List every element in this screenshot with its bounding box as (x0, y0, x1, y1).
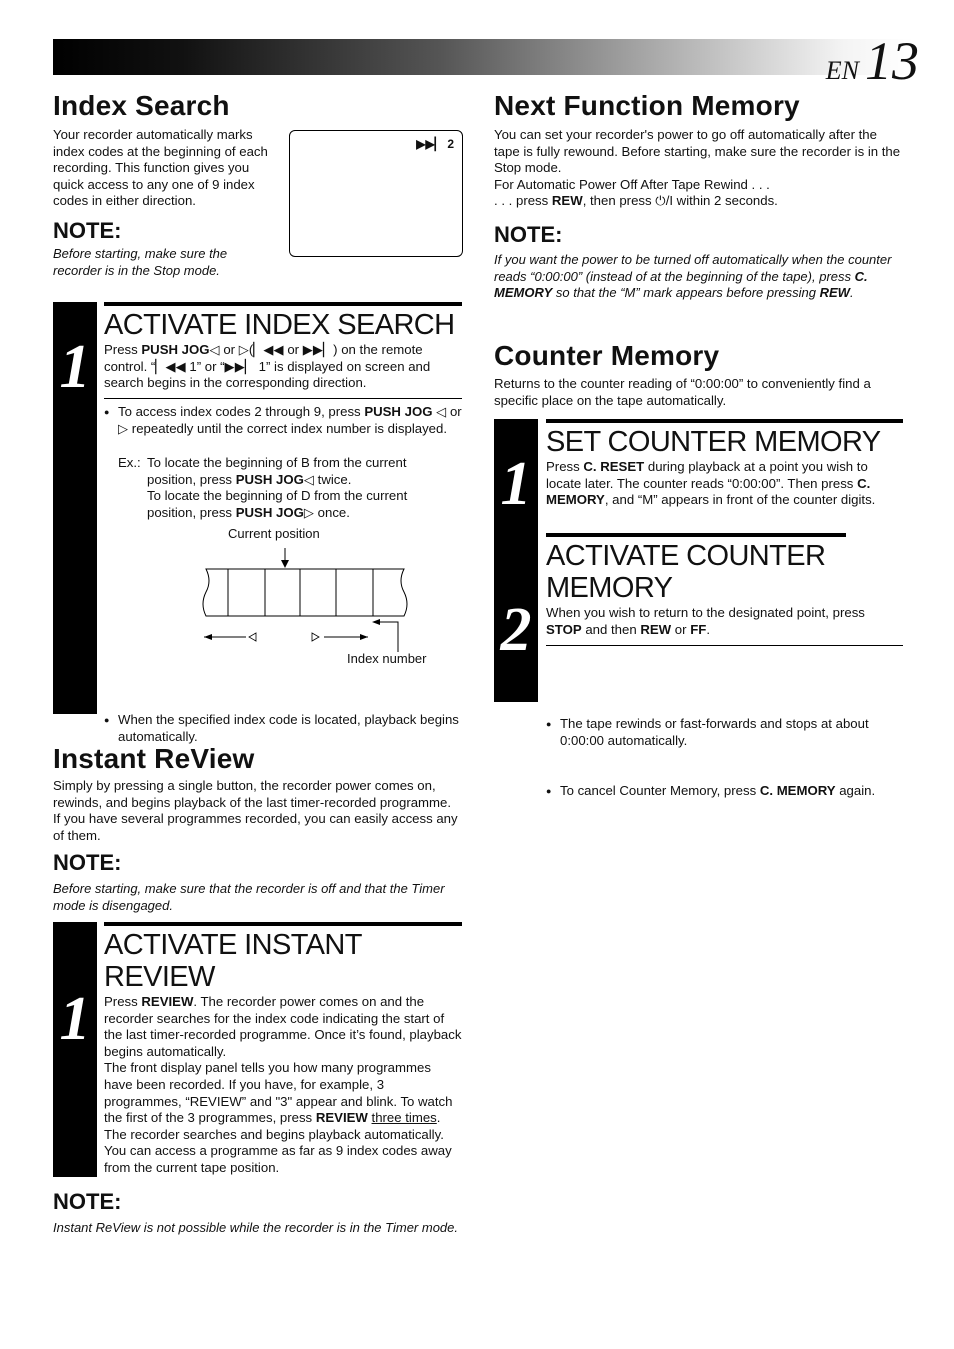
diagram-current-position-label: Current position (228, 526, 320, 541)
header-gradient-bar (53, 39, 913, 75)
next-function-note-label: NOTE: (494, 222, 563, 247)
page-number (826, 30, 919, 92)
instant-review-paragraph-2: The front display panel tells you how many programmes have been recorded. If you have, for example, 3 programmes, “REVIEW” and "3" appear and blink. To watch the first of the 3 programmes, press REVIEW three times. The recorder searches and begins playback automatically. You can access a programme as far as 9 index codes away from the current tape position. (104, 1060, 453, 1175)
example-label: Ex.: (118, 455, 141, 470)
index-display-readout: ▶▶▏ 2 (416, 137, 454, 151)
page-number-value: 13 (865, 31, 919, 91)
instant-review-step-title: ACTIVATE INSTANT REVIEW (104, 922, 462, 993)
instant-review-step-bar (53, 922, 97, 1177)
index-search-bullet-1: ● To access index codes 2 through 9, press PUSH JOG ◁ or ▷ repeatedly until the correct index number is displayed. (104, 404, 464, 437)
index-search-intro: Your recorder automatically marks index codes at the beginning of each recording. This function gives you quick access to any one of 9 index codes in either direction. (53, 127, 268, 209)
index-search-bullet-2: ● When the specified index code is located, playback begins automatically. (104, 712, 464, 745)
instant-review-note2-text: Instant ReView is not possible while the recorder is in the Timer mode. (53, 1220, 458, 1235)
set-counter-memory-title: SET COUNTER MEMORY (546, 419, 903, 458)
divider (546, 645, 903, 646)
example-2: To locate the beginning of D from the current position, press PUSH JOG▷ once. (147, 488, 408, 520)
next-function-memory-title: Next Function Memory (494, 90, 800, 121)
counter-memory-step1-number: 1 (500, 450, 532, 518)
index-search-note-label: NOTE: (53, 218, 122, 243)
diagram-index-number-label: Index number (347, 651, 427, 666)
divider (104, 398, 462, 399)
instant-review-note-label: NOTE: (53, 850, 122, 875)
next-function-note-text: If you want the power to be turned off automatically when the counter reads “0:00:00” (instead of at the beginning of the tape), press C. MEMORY so that the “M” mark appears before pressing REW. (494, 252, 892, 300)
example-1: To locate the beginning of B from the current position, press PUSH JOG◁ twice. (147, 455, 407, 487)
instant-review-step-text (104, 994, 462, 1177)
activate-counter-memory-text: When you wish to return to the designated point, press STOP and then REW or FF. (546, 605, 865, 637)
counter-memory-bullet-2: ● To cancel Counter Memory, press C. MEMORY again. (546, 783, 920, 800)
instant-review-paragraph-1: Press REVIEW. The recorder power comes on and the recorder searches for the index code indicating the start of the last timer-recorded programme. Once it’s found, playback begins automatically. (104, 994, 462, 1059)
index-search-step-text: Press PUSH JOG◁ or ▷(▏◀◀ or ▶▶▏) on the remote control. “▏◀◀ 1” or “▶▶▏ 1” is displayed on screen and search begins in the corresponding direction. (104, 342, 431, 391)
activate-counter-memory-title: ACTIVATE COUNTER MEMORY (546, 533, 846, 604)
counter-memory-step2-number: 2 (500, 596, 532, 664)
counter-memory-title: Counter Memory (494, 340, 720, 371)
index-search-step-number: 1 (59, 333, 91, 401)
instant-review-intro: Simply by pressing a single button, the recorder power comes on, rewinds, and begins playback of the last timer-recorded programme. If you have several programmes recorded, you can easily access any of them. (53, 778, 458, 843)
index-search-note-text: Before starting, make sure the recorder is in the Stop mode. (53, 246, 228, 278)
next-function-memory-text: You can set your recorder's power to go off automatically after the tape is fully rewound. Before starting, make sure the recorder is in the Stop mode. For Automatic Power Off After Tape Rewind . . . . . . press REW, then press ⏻/I within 2 seconds. (494, 127, 901, 209)
counter-memory-bullet-1: ● The tape rewinds or fast-forwards and stops at about 0:00:00 automatically. (546, 716, 906, 749)
set-counter-memory-text: Press C. RESET during playback at a point you wish to locate later. The counter reads “0:00:00”. Then press C. MEMORY, and “M” appears in front of the counter digits. (546, 459, 876, 508)
instant-review-step-number: 1 (59, 985, 91, 1053)
language-label: EN (825, 56, 859, 85)
instant-review-note-text: Before starting, make sure that the recorder is off and that the Timer mode is disengaged. (53, 881, 445, 913)
instant-review-title: Instant ReView (53, 743, 255, 774)
index-search-step-bar (53, 302, 97, 714)
instant-review-note2-label: NOTE: (53, 1189, 122, 1214)
counter-memory-step-bar (494, 419, 538, 702)
index-search-step-title: ACTIVATE INDEX SEARCH (104, 302, 462, 341)
counter-memory-intro: Returns to the counter reading of “0:00:00” to conveniently find a specific place on the tape automatically. (494, 376, 871, 408)
index-search-examples (118, 455, 458, 521)
tv-screen-illustration (289, 130, 463, 257)
index-search-title: Index Search (53, 90, 230, 121)
